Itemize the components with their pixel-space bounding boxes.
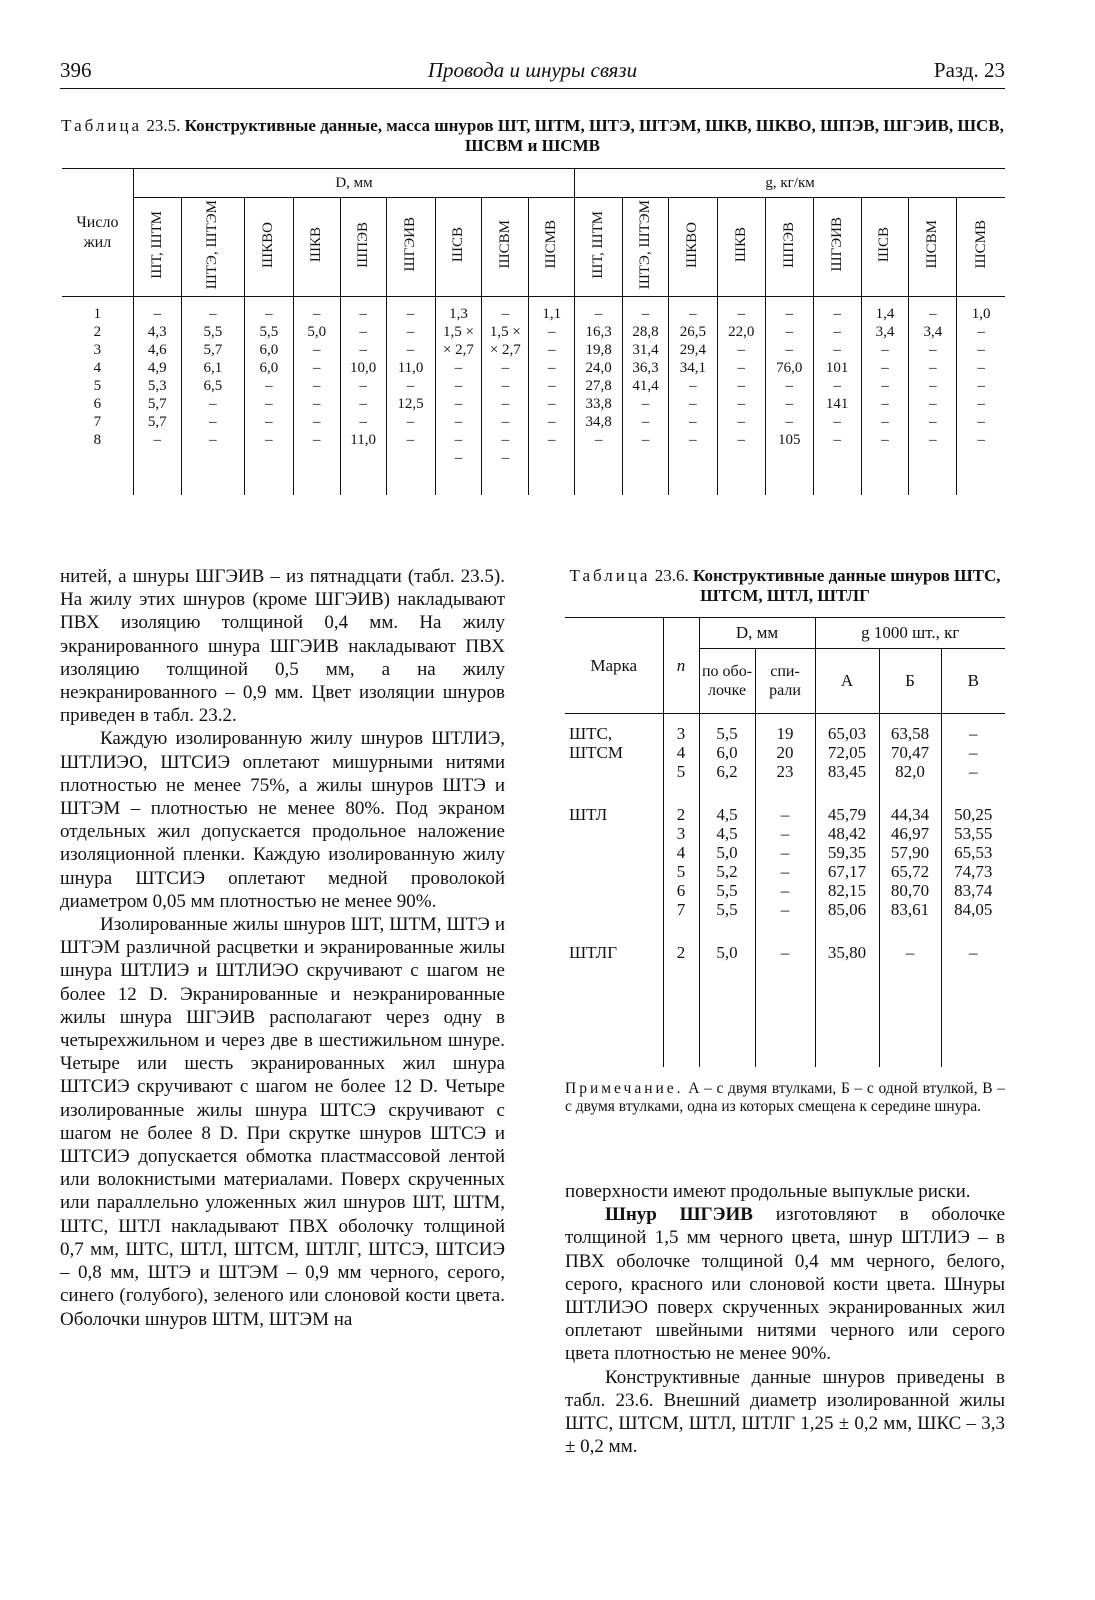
table2-header-v: В	[941, 649, 1005, 714]
table1-cell: –	[209, 414, 217, 430]
table1-column-header: ШТЭ, ШТЭМ	[181, 198, 244, 297]
table1-cell: 26,5	[679, 324, 707, 340]
table2-group-row	[565, 933, 1005, 1067]
table1-cell: –	[785, 342, 793, 358]
table1-column-values	[909, 297, 957, 496]
table1-cell: 1,0	[971, 306, 991, 322]
table1-cell: –	[313, 432, 321, 448]
table1-cell: –	[641, 306, 650, 322]
table1-cell: 4,9	[147, 360, 167, 376]
table2-cell-b: –	[879, 933, 941, 1067]
table2-cell-d-shell: 5,5 6,0 6,2	[699, 714, 755, 796]
table1-cell: 5,7	[147, 396, 167, 412]
table1-cell: –	[785, 306, 793, 322]
page-header	[60, 58, 1005, 86]
table1-column-header: ШСВМ	[482, 198, 529, 297]
table1-cell: 22,0	[728, 324, 755, 340]
table1-cell: 5	[93, 378, 102, 394]
table1-group-g: g, кг/км	[575, 169, 1005, 198]
table1-corner-header: Число жил	[62, 169, 133, 297]
table1-cell: –	[406, 342, 415, 358]
table1-cell: –	[833, 324, 841, 340]
table2-cell-a: 45,79 48,42 59,35 67,17 82,15 85,06	[815, 795, 879, 933]
table1-cell: 27,8	[585, 378, 612, 394]
table1-cell: –	[785, 414, 793, 430]
table1-column-values	[717, 297, 765, 496]
table1-column-header: ШГЭИВ	[386, 198, 435, 297]
table1-cell: –	[689, 396, 697, 412]
paragraph: Конструктивные данные шнуров приведены в табл. 23.6. Внешний диаметр изолированной жилы ШТС, ШТСМ, ШТЛ, ШТЛГ 1,25 ± 0,2 мм, ШКС – 3,3 ± 0,2 мм.	[565, 1366, 1005, 1458]
table1-cell: 5,7	[147, 414, 167, 430]
table1-column-values	[765, 297, 813, 496]
table1-caption-label: Таблица	[61, 116, 143, 135]
table1-cell: –	[929, 306, 937, 322]
table1-cell: 36,3	[632, 360, 659, 376]
table1-cell: –	[265, 378, 273, 394]
table1-cell: 41,4	[632, 378, 659, 394]
paragraph: нитей, а шнуры ШГЭИВ – из пятнадцати (табл. 23.5). На жилу этих шнуров (кроме ШГЭИВ) накладывают ПВХ изоляцию толщиной 0,4 мм. На жилу экранированного шнура ШГЭИВ накладывают ПВХ изоляцию толщиной 0,5 мм, а на жилу неэкранированного – 0,9 мм. Цвет изоляции шнуров приведен в табл. 23.2.	[60, 566, 505, 727]
table2-cell-b: 44,34 46,97 57,90 65,72 80,70 83,61	[879, 795, 941, 933]
table1-cell: –	[737, 306, 746, 322]
table1-cell: –	[313, 342, 321, 358]
table1-cell: –	[454, 432, 463, 448]
table1-cell: –	[313, 396, 321, 412]
table1-caption-number: 23.5.	[146, 116, 181, 135]
table1-cell: –	[406, 432, 415, 448]
table1-cell: –	[501, 414, 510, 430]
table1-cell: 6	[93, 396, 102, 412]
table1-column-values	[244, 297, 293, 496]
table2-group-row	[565, 714, 1005, 796]
paragraph	[565, 1203, 1005, 1365]
table1-cell: 5,5	[259, 324, 279, 340]
table1-cell: 5,5	[203, 324, 223, 340]
table1-cell: –	[929, 342, 937, 358]
table1-cell: –	[501, 360, 510, 376]
table1-cell: –	[265, 432, 273, 448]
table1-cell: –	[547, 396, 556, 412]
table1-cell: –	[313, 378, 321, 394]
table1-cell: –	[454, 378, 463, 394]
table1-cell: –	[454, 360, 463, 376]
table1-cell: 2	[93, 324, 102, 340]
table1-cell: –	[929, 396, 937, 412]
table1-cell: –	[881, 360, 889, 376]
table1-cell: 5,7	[203, 342, 223, 358]
table1	[62, 168, 1005, 495]
table1-column-values	[529, 297, 575, 496]
note-text: А – с двумя втулками, Б – с одной втулкой, В – с двумя втулками, одна из которых смещена к середине шнура.	[565, 1080, 1005, 1115]
table2-header-a: А	[815, 649, 879, 714]
table1-cell: –	[594, 432, 603, 448]
table1-cell: –	[359, 396, 367, 412]
table1-cell: –	[929, 414, 937, 430]
table1-cell: 8	[93, 432, 102, 448]
table1-cell: –	[454, 396, 463, 412]
table1-column-header: ШТЭ, ШТЭМ	[623, 198, 669, 297]
table1-cell: –	[547, 432, 556, 448]
table1-cell: 105	[777, 432, 801, 448]
table1-cell: 6,5	[203, 378, 223, 394]
table1-cell: 1,5 × × 2,7	[489, 324, 521, 358]
table1-cell: 11,0	[350, 432, 376, 448]
table1-cell: –	[737, 396, 746, 412]
table1-column-values	[386, 297, 435, 496]
table1-cell: –	[881, 432, 889, 448]
table2-cell-n: 2	[663, 933, 699, 1067]
table1-cell: –	[641, 396, 650, 412]
table1-cell: –	[547, 360, 556, 376]
paragraph-text: изготовляют в оболочке толщиной 1,5 мм черного цвета, шнур ШТЛИЭ – в ПВХ оболочке толщиной 0,4 мм черного, белого, серого, красного или слоновой кости цвета. Шнуры ШТЛИЭО поверх скрученных экранированных жил оплетают швейными нитями черного или серого цвета плотностью не менее 90%.	[565, 1204, 1006, 1365]
running-title: Провода и шнуры связи	[427, 58, 638, 82]
table2-header-d: D, мм	[699, 618, 815, 649]
table1-column-header: ШКВ	[717, 198, 765, 297]
table1-column-values	[293, 297, 340, 496]
table1-cell: –	[547, 324, 556, 340]
table1-cell: –	[785, 324, 793, 340]
table1-cell: 3	[93, 342, 102, 358]
table1-cell: –	[265, 396, 273, 412]
table1-cell: –	[547, 342, 556, 358]
table1-cell: –	[359, 324, 367, 340]
table1-column-header: ШСМВ	[529, 198, 575, 297]
table1-cell: –	[454, 414, 463, 430]
paragraph: Каждую изолированную жилу шнуров ШТЛИЭ, ШТЛИЭО, ШТСИЭ оплетают мишурными нитями плотностью не менее 75%, а жилы шнуров ШТЭ и ШТЭМ – плотностью не менее 80%. Под экраном отдельных жил допускается продольное наложение изоляционной пленки. Каждую изолированную жилу шнура ШТСИЭ оплетают медной проволокой диаметром 0,05 мм плотностью не менее 90%.	[60, 728, 505, 912]
table1-cell: –	[313, 306, 321, 322]
table2-cell-d-shell: 5,0	[699, 933, 755, 1067]
table1-cell: –	[265, 306, 273, 322]
table1-cell: 7	[93, 414, 102, 430]
table1-cell: 141	[825, 396, 849, 412]
table2-cell-n: 3 4 5	[663, 714, 699, 796]
table1-cell: 33,8	[585, 396, 612, 412]
table1-cell: 16,3	[585, 324, 612, 340]
table1-cell: –	[359, 414, 367, 430]
table1-column-values	[575, 297, 623, 496]
table2-note	[565, 1080, 1005, 1116]
table2-header-b: Б	[879, 649, 941, 714]
table1-row-labels	[62, 297, 133, 496]
table1-cell: –	[313, 414, 321, 430]
table2-cell-a: 35,80	[815, 933, 879, 1067]
table1-column-values	[813, 297, 861, 496]
note-label: Примечание.	[565, 1080, 684, 1097]
table2-cell-v: – – –	[941, 714, 1005, 796]
table1-column-header: ШКВО	[668, 198, 717, 297]
table1-column-header: ШСВ	[435, 198, 482, 297]
table1-column-header: ШТ, ШТМ	[575, 198, 623, 297]
table1-cell: –	[977, 414, 985, 430]
table1-cell: –	[359, 342, 367, 358]
table2-cell-v: 50,25 53,55 65,53 74,73 83,74 84,05	[941, 795, 1005, 933]
table2-cell-v: –	[941, 933, 1005, 1067]
table1-cell: –	[929, 432, 937, 448]
table1-cell: 10,0	[350, 360, 377, 376]
table1-cell: –	[153, 432, 162, 448]
table1-cell: –	[547, 378, 556, 394]
table1-column-header: ШПЭВ	[765, 198, 813, 297]
table1-cell: 4,6	[147, 342, 167, 358]
table1-cell: –	[833, 342, 841, 358]
table1-cell: –	[833, 306, 841, 322]
table1-cell: –	[785, 396, 793, 412]
table1-cell: –	[359, 306, 367, 322]
table1-cell: 101	[825, 360, 849, 376]
table1-cell: –	[406, 414, 415, 430]
table1-cell: –	[833, 414, 841, 430]
table1-cell: 6,1	[203, 360, 223, 376]
table1-column-header: ШСМВ	[957, 198, 1005, 297]
paragraph: поверхности имеют продольные выпуклые риски.	[565, 1181, 971, 1202]
table2-header-n: n	[663, 618, 699, 714]
bold-term: Шнур ШГЭИВ	[605, 1204, 753, 1226]
table1-column-values	[668, 297, 717, 496]
table1-cell: 1,3	[449, 306, 468, 322]
table1-cell: 11,0	[397, 360, 424, 376]
table2-caption-label: Таблица	[569, 566, 651, 585]
table1-cell: 1,1	[542, 306, 562, 322]
left-text-column	[60, 565, 505, 1331]
table1-cell: –	[641, 432, 650, 448]
table1-cell: –	[594, 306, 603, 322]
table1-cell: 24,0	[585, 360, 612, 376]
table1-cell: –	[501, 396, 510, 412]
table1-cell: –	[977, 396, 985, 412]
table1-column-header: ШТ, ШТМ	[133, 198, 181, 297]
paragraph: Изолированные жилы шнуров ШТ, ШТМ, ШТЭ и ШТЭМ различной расцветки и экранированные жилы шнура ШТЛИЭ и ШТЛИЭО скручивают с шагом не более 12 D. Экранированные и неэкранированные жилы шнура ШГЭИВ располагают через одну в четырехжильном и через две в шестижильном шнуре. Четыре или шесть экранированных жил шнура ШТСИЭ скручивают с шагом не более 12 D. Четыре изолированные жилы шнура ШТСЭ скручивают с шагом не более 8 D. При скрутке шнуров ШТСЭ и ШТСИЭ допускается обмотка пластмассовой лентой или волокнистыми материалами. Поверх скрученных или параллельно уложенных жил шнуров ШТ, ШТМ, ШТС, ШТЛ накладывают ПВХ оболочку толщиной 0,7 мм, ШТС, ШТЛ, ШТСМ, ШТЛГ, ШТСЭ, ШТСИЭ – 0,8 мм, ШТЭ и ШТЭМ – 0,9 мм черного, серого, синего (голубого), зеленого или слоновой кости цвета. Оболочки шнуров ШТМ, ШТЭМ на	[60, 914, 505, 1330]
table1-cell: –	[737, 378, 746, 394]
table1-column-header: ШПЭВ	[340, 198, 386, 297]
table1-cell: –	[977, 324, 985, 340]
table1-cell: –	[501, 306, 510, 322]
table1-cell: –	[209, 396, 217, 412]
table1-cell: 1,5 × × 2,7	[442, 324, 474, 358]
table1-cell: 4	[93, 360, 102, 376]
table1-cell: –	[209, 432, 217, 448]
table1-cell: –	[501, 378, 510, 394]
table1-cell: –	[737, 342, 746, 358]
table1-cell: –	[881, 342, 889, 358]
table2-header-mark: Марка	[565, 618, 663, 714]
table1-cell: –	[737, 360, 746, 376]
page-number: 396	[60, 58, 92, 82]
table1-cell: –	[406, 306, 415, 322]
table1-cell: –	[785, 378, 793, 394]
table1-cell: –	[265, 414, 273, 430]
table1-column-header: ШГЭИВ	[813, 198, 861, 297]
table1-caption	[60, 116, 1005, 156]
table2-cell-mark: ШТЛ	[569, 805, 608, 824]
table1-cell: –	[547, 414, 556, 430]
table1-column-values	[340, 297, 386, 496]
table2-cell-d-spiral: 19 20 23	[755, 714, 815, 796]
table1-cell: 5,3	[147, 378, 167, 394]
table1-cell: 5,0	[307, 324, 327, 340]
table1-cell: 1,4	[875, 306, 895, 322]
table1-group-d: D, мм	[133, 169, 574, 198]
table1-column-header: ШСВМ	[909, 198, 957, 297]
table1-cell: –	[881, 378, 889, 394]
table1-cell: –	[881, 414, 889, 430]
table2-cell-d-spiral: –	[755, 933, 815, 1067]
table1-cell: –	[153, 306, 162, 322]
table1-cell: 76,0	[776, 360, 803, 376]
table1-cell: –	[689, 432, 697, 448]
table1-column-values	[957, 297, 1005, 496]
table1-cell: –	[977, 378, 985, 394]
table1-caption-title: Конструктивные данные, масса шнуров ШТ, ШТМ, ШТЭ, ШТЭМ, ШКВ, ШКВО, ШПЭВ, ШГЭИВ, ШСВ, ШСВМ и ШСМВ	[184, 116, 1004, 155]
table2-cell-a: 65,03 72,05 83,45	[815, 714, 879, 796]
table2-caption-title: Конструктивные данные шнуров ШТС, ШТСМ, ШТЛ, ШТЛГ	[692, 566, 1001, 605]
table1-cell: –	[501, 450, 510, 466]
table1-column-header: ШКВ	[293, 198, 340, 297]
table1-cell: –	[977, 432, 985, 448]
table1-cell: 3,4	[875, 324, 895, 340]
table1-cell: –	[833, 378, 841, 394]
table2-caption	[565, 566, 1005, 606]
right-text-column	[565, 1180, 1005, 1458]
table2-cell-n: 2 3 4 5 6 7	[663, 795, 699, 933]
table1-column-values	[133, 297, 181, 496]
table1-cell: –	[406, 378, 415, 394]
table1-cell: 34,1	[679, 360, 707, 376]
table1-cell: –	[454, 450, 463, 466]
table1-cell: –	[977, 360, 985, 376]
table1-cell: –	[833, 432, 841, 448]
table1-cell: –	[929, 378, 937, 394]
table1-cell: 12,5	[397, 396, 424, 412]
table1-cell: –	[689, 378, 697, 394]
table1-column-values	[181, 297, 244, 496]
table2-cell-d-spiral: – – – – – –	[755, 795, 815, 933]
table2-cell-b: 63,58 70,47 82,0	[879, 714, 941, 796]
table1-cell: –	[737, 414, 746, 430]
table1-cell: –	[641, 414, 650, 430]
table1-cell: –	[737, 432, 746, 448]
table1-column-values	[482, 297, 529, 496]
table1-cell: –	[501, 432, 510, 448]
table1-cell: 19,8	[585, 342, 612, 358]
table1-column-header: ШСВ	[861, 198, 909, 297]
section-label: Разд. 23	[933, 58, 1005, 82]
table2-caption-number: 23.6.	[654, 566, 689, 585]
table1-cell: –	[359, 378, 367, 394]
table2	[565, 617, 1005, 1067]
table1-cell: 29,4	[679, 342, 707, 358]
table1-cell: –	[977, 342, 985, 358]
table2-cell-mark: ШТЛГ	[569, 943, 618, 962]
table2-header-shell: по обо- лочке	[699, 649, 755, 714]
header-rule	[60, 88, 1005, 89]
table1-cell: –	[209, 306, 217, 322]
table1-cell: –	[929, 360, 937, 376]
table1-column-values	[435, 297, 482, 496]
table1-column-header: ШКВО	[244, 198, 293, 297]
table1-cell: –	[689, 306, 697, 322]
table1-cell: 4,3	[147, 324, 167, 340]
table1-cell: –	[689, 414, 697, 430]
table1-cell: –	[313, 360, 321, 376]
table2-group-row	[565, 795, 1005, 933]
table1-cell: –	[406, 324, 415, 340]
table2-header-spiral: спи- рали	[755, 649, 815, 714]
table2-cell-d-shell: 4,5 4,5 5,0 5,2 5,5 5,5	[699, 795, 755, 933]
table2-header-g: g 1000 шт., кг	[815, 618, 1005, 649]
table1-column-values	[623, 297, 669, 496]
table1-cell: 6,0	[259, 342, 279, 358]
table1-cell: 6,0	[259, 360, 279, 376]
table1-cell: 1	[93, 306, 102, 322]
table1-cell: –	[881, 396, 889, 412]
table1-cell: 31,4	[632, 342, 659, 358]
table1-column-values	[861, 297, 909, 496]
table2-cell-mark: ШТС, ШТСМ	[569, 724, 623, 762]
table1-cell: 3,4	[923, 324, 943, 340]
table1-cell: 28,8	[632, 324, 659, 340]
table1-cell: 34,8	[585, 414, 612, 430]
